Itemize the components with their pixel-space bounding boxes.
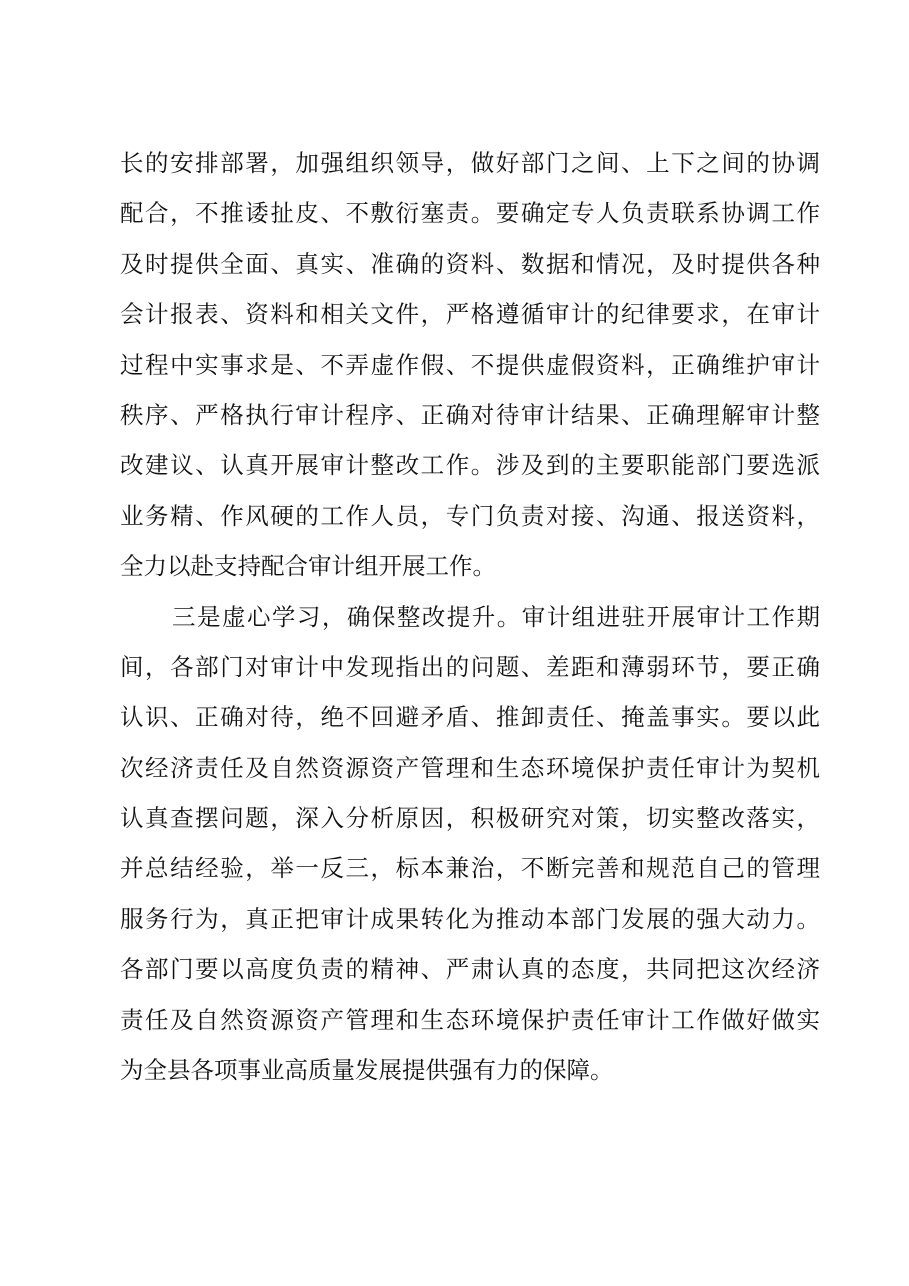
paragraph-2 [120, 592, 820, 1096]
text-line: 责任及自然资源资产管理和生态环境保护责任审计工作做好做实 [120, 1005, 820, 1034]
text-line: 过程中实事求是、不弄虚作假、不提供虚假资料，正确维护审计 [120, 350, 820, 379]
text-line: 并总结经验，举一反三，标本兼治，不断完善和规范自己的管理 [120, 854, 820, 883]
text-line: 改建议、认真开展审计整改工作。涉及到的主要职能部门要选派 [120, 451, 820, 480]
text-line: 为全县各项事业高质量发展提供强有力的保障。 [120, 1056, 614, 1085]
text-line: 配合，不推诿扯皮、不敷衍塞责。要确定专人负责联系协调工作 [120, 199, 820, 228]
text-line: 三是虚心学习，确保整改提升。审计组进驻开展审计工作期 [172, 602, 820, 631]
text-line: 全力以赴支持配合审计组开展工作。 [120, 552, 496, 581]
text-line: 服务行为，真正把审计成果转化为推动本部门发展的强大动力。 [120, 904, 820, 933]
text-line: 秩序、严格执行审计程序、正确对待审计结果、正确理解审计整 [120, 400, 820, 429]
document-body [120, 138, 820, 1095]
text-line: 次经济责任及自然资源资产管理和生态环境保护责任审计为契机 [120, 753, 820, 782]
text-line: 及时提供全面、真实、准确的资料、数据和情况，及时提供各种 [120, 249, 820, 278]
text-line: 业务精、作风硬的工作人员，专门负责对接、沟通、报送资料， [120, 501, 820, 530]
text-line: 长的安排部署，加强组织领导，做好部门之间、上下之间的协调 [120, 149, 820, 177]
text-line: 认识、正确对待，绝不回避矛盾、推卸责任、掩盖事实。要以此 [120, 703, 820, 732]
text-line: 认真查摆问题，深入分析原因，积极研究对策，切实整改落实， [120, 804, 820, 833]
text-line: 各部门要以高度负责的精神、严肃认真的态度，共同把这次经济 [120, 955, 820, 984]
paragraph-1 [120, 138, 820, 592]
text-line: 间，各部门对审计中发现指出的问题、差距和薄弱环节，要正确 [120, 652, 820, 681]
text-line: 会计报表、资料和相关文件，严格遵循审计的纪律要求，在审计 [120, 300, 820, 329]
